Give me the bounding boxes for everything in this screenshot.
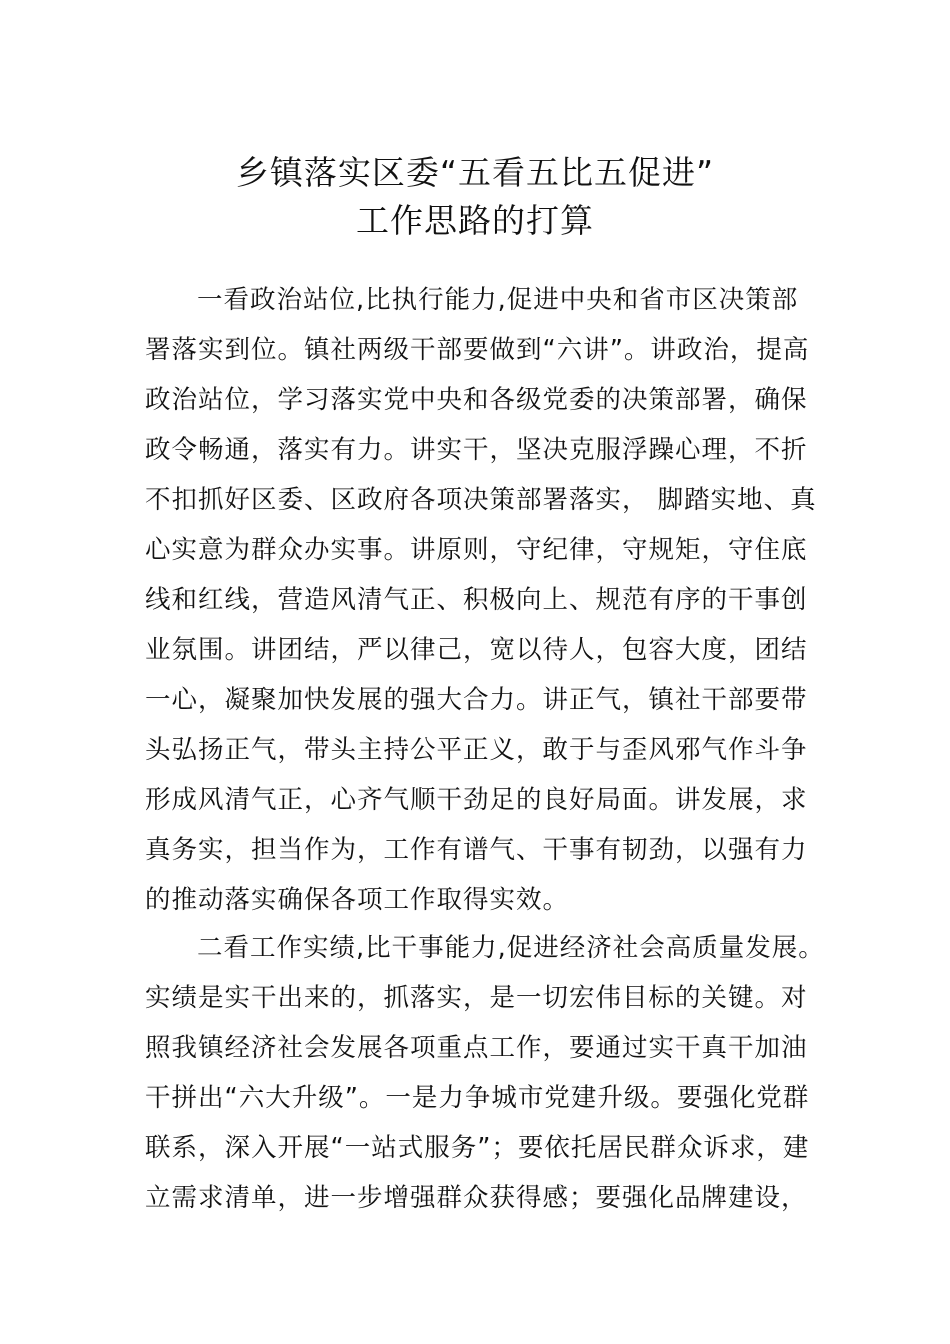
paragraph-1-line: 形成风清气正，心齐气顺干劲足的良好局面。讲发展，求	[145, 785, 808, 815]
paragraph-2-line: 干拼出“六大升级”。一是力争城市党建升级。要强化党群	[145, 1083, 810, 1113]
paragraph-1-line: 的推动落实确保各项工作取得实效。	[145, 885, 570, 915]
paragraph-2-line: 联系，深入开展“一站式服务”；要依托居民群众诉求，建	[145, 1133, 810, 1163]
document-title-line-1: 乡镇落实区委“五看五比五促进”	[235, 153, 715, 192]
paragraph-1-line: 一看政治站位,比执行能力,促进中央和省市区决策部	[197, 285, 799, 315]
paragraph-2-line: 实绩是实干出来的，抓落实，是一切宏伟目标的关键。对	[145, 983, 808, 1013]
paragraph-1-line: 一心，凝聚加快发展的强大合力。讲正气，镇社干部要带	[145, 685, 808, 715]
paragraph-1-line: 头弘扬正气，带头主持公平正义，敢于与歪风邪气作斗争	[145, 735, 808, 765]
paragraph-1-line: 真务实，担当作为，工作有谱气、干事有韧劲，以强有力	[145, 835, 808, 865]
paragraph-2-line: 二看工作实绩,比干事能力,促进经济社会高质量发展。	[197, 933, 825, 963]
paragraph-1-line: 政令畅通，落实有力。讲实干，坚决克服浮躁心理，不折	[145, 435, 808, 465]
paragraph-1-line: 业氛围。讲团结，严以律己，宽以待人，包容大度，团结	[145, 635, 808, 665]
paragraph-1-line: 政治站位，学习落实党中央和各级党委的决策部署，确保	[145, 385, 808, 415]
paragraph-1-line: 线和红线，营造风清气正、积极向上、规范有序的干事创	[145, 585, 808, 615]
paragraph-1-line: 心实意为群众办实事。讲原则，守纪律，守规矩，守住底	[145, 535, 808, 565]
paragraph-2-line: 照我镇经济社会发展各项重点工作，要通过实干真干加油	[145, 1033, 808, 1063]
paragraph-1-line: 不扣抓好区委、区政府各项决策部署落实， 脚踏实地、真	[145, 485, 817, 515]
paragraph-2-line: 立需求清单，进一步增强群众获得感；要强化品牌建设，	[145, 1183, 808, 1213]
document-title-line-2: 工作思路的打算	[356, 201, 594, 240]
paragraph-1-line: 署落实到位。镇社两级干部要做到“六讲”。讲政治，提高	[145, 335, 810, 365]
